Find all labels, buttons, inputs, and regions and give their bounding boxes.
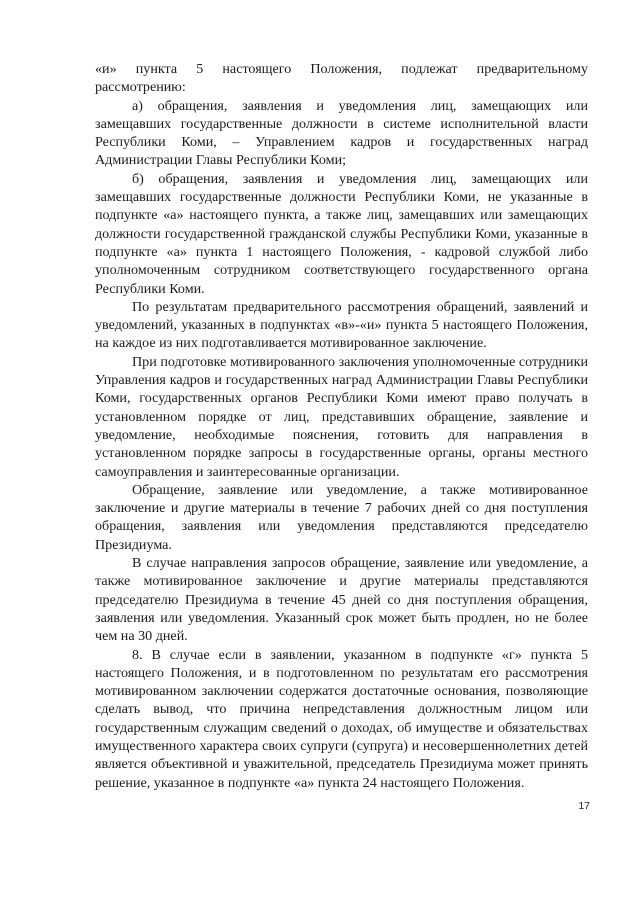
paragraph-item-a: а) обращения, заявления и уведомления лиц, замещающих или замещавших государственные должности в системе исполнительной власти Республики Коми, – Управлением кадров и государственных наград Администрации Главы Республики Коми; <box>95 97 588 169</box>
paragraph-preparation: При подготовке мотивированного заключения уполномоченные сотрудники Управления кадров и государственных наград Администрации Главы Республики Коми, государственных органов Республики Коми имеют право получать в установленном порядке от лиц, представивших обращение, заявление и уведомление, необходимые пояснения, готовить для направления в установленном порядке запросы в государственные органы, органы местного самоуправления и заинтересованные организации. <box>95 353 588 480</box>
paragraph-preliminary-review: По результатам предварительного рассмотрения обращений, заявлений и уведомлений, указанных в подпунктах «в»-«и» пункта 5 настоящего Положения, на каждое из них подготавливается мотивированное заключение. <box>95 298 588 352</box>
paragraph-continuation: «и» пункта 5 настоящего Положения, подлежат предварительному рассмотрению: <box>95 61 588 96</box>
page-number: 17 <box>578 800 590 812</box>
paragraph-item-8: 8. В случае если в заявлении, указанном в подпункте «г» пункта 5 настоящего Положения, и в подготовленном по результатам его рассмотрения мотивированном заключении содержатся достаточные основания, позволяющие сделать вывод, что причина непредставления должностным лицом или государственным служащим сведений о доходах, об имуществе и обязательствах имущественного характера своих супруги (супруга) и несовершеннолетних детей является объективной и уважительной, председатель Президиума может принять решение, указанное в подпункте «а» пункта 24 настоящего Положения. <box>95 646 588 791</box>
paragraph-item-b: б) обращения, заявления и уведомления лиц, замещающих или замещавших государственные должности Республики Коми, не указанные в подпункте «а» настоящего пункта, а также лиц, замещавших или замещающих должности государственной гражданской службы Республики Коми, указанные в подпункте «а» пункта 1 настоящего Положения, - кадровой службой либо уполномоченным сотрудником соответствующего государственного органа Республики Коми. <box>95 170 588 297</box>
paragraph-submission-45-days: В случае направления запросов обращение, заявление или уведомление, а также мотивированное заключение и другие материалы представляются председателю Президиума в течение 45 дней со дня поступления обращения, заявления или уведомления. Указанный срок может быть продлен, но не более чем на 30 дней. <box>95 555 588 645</box>
paragraph-submission-7-days: Обращение, заявление или уведомление, а также мотивированное заключение и другие материалы в течение 7 рабочих дней со дня поступления обращения, заявления или уведомления представляются председателю Президиума. <box>95 481 588 553</box>
body-text <box>95 60 588 792</box>
